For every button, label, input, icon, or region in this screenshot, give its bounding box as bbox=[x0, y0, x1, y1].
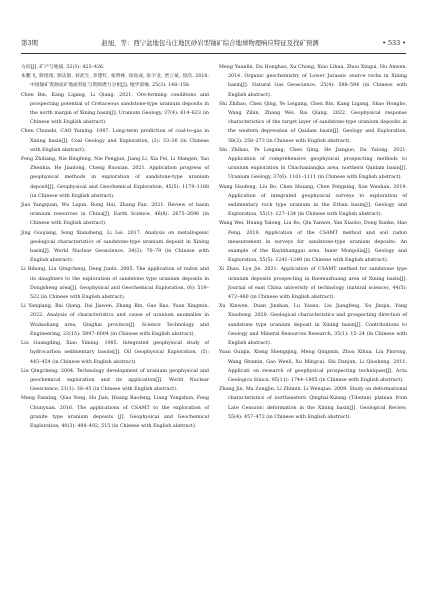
issue-number: 第3期 bbox=[21, 39, 38, 47]
page-number: • 533 • bbox=[382, 39, 406, 47]
running-title: 赵旭，等：西宁盆地包马庄地区砂岩型铀矿综合地球物理响应特征及找矿预测 bbox=[101, 39, 319, 47]
reference-entry: Li Bihong, Liu Qingcheng, Deng Junbi. 2005. The application of radon and its daughters to the exploration of sandstone type uranium deposits in Dongsheng area[J]. Geophysical and Geochemical Exploration, (6): 519–522 (in Chinese with English abstract). bbox=[21, 267, 209, 301]
reference-entry: Jiao Yangquan, Wu Liqun, Rong Hui, Zhang Fan. 2021. Review of basin uranium resources in China[J]. Earth Science, 46(8): 2675–2696 (in Chinese with English abstract). bbox=[21, 203, 209, 227]
reference-entry: Chen Chunshi, CAO Yuming. 1987. Long-term prediction of coal-to-gas in Xining basin[J]. Coal Geology and Exploration, (2): 33–36 (in Chinese with English abstract). bbox=[21, 129, 209, 153]
reference-entry: Feng Zhiliang, Nie Bingfeng, Nie Fengjun, Jiang Li, Xia Fei, Li Mangen, Yao Zhenhia, He Jianlong, Cheng Ruoxian. 2021. Application progress of geophysical methods in exploration of sandstone-type uranium deposit[J]. Geophysical and Geochemical Exploration, 45(5): 1179–1188 (in Chinese with English abstract). bbox=[21, 157, 209, 199]
running-header bbox=[21, 40, 406, 52]
header-rule bbox=[21, 53, 406, 54]
reference-entry: Yuan Guiqin, Xiong Shengqing, Meng Qingmin, Zhou Xihua, Liu Pinrong, Wang Shumin, Gao Wenli, Xu Mingcai, Shi Danjun, Li Qiusheng. 2011. Applicati on research of geophysical prospecting techniques[J]. Acta Geologica Sinica, 85(11): 1744–1805 (in Chinese with English abstract). bbox=[219, 350, 407, 383]
reference-entry: Xu Xinwen, Duan Jinshan, Lu Yaoxu, Liu Jiangfeng, Xu Jinqiu, Yang Xiaohong. 2020. Geological characteristics and prospecting direction of sandstone type uranium deposit in Xining basin[J]. Contributions to Geology and Mineral Resources Research, 35(1): 15–24 (in Chinese with English abstract). bbox=[219, 304, 407, 347]
reference-entry: Wang Haofeng, Liu Bo, Chen Shuang, Chen Fengxing, Xue Wenhan. 2019. Application of integrated geophysical surveys to exploration of sedimentary rock type uranium in the Erlian basin[J]. Geology and Exploration, 55(1): 127–134 (in Chinese with English abstract). bbox=[219, 184, 407, 218]
reference-entry: Xi Zhao, Lyu Jie. 2021. Application of CSAMT method for sandstone type uranium deposits prospecting in Baomuzhuang area of Xining basin[J]. Journal of east China university of technology (natural science), 44(5): 472–480 (in Chinese with English abstract). bbox=[219, 267, 407, 301]
reference-entry: Liu Qingcheng. 2004. Technology development of uranium geophysical and geochemical exploration and its application[J]. World Nuclear Geoscience, 21(1): 38–45 (in Chinese with English abstract). bbox=[21, 368, 209, 393]
reference-entry: 朱鹏飞, 蔡煜琦, 郭庆银, 刘武生, 李建红, 张明林, 徐高成, 张字龙, 贾立斌, 徐浩. 2018. 中国铀矿资源成矿地质特征与资源潜力分析[J]. 地学前缘, 25(3): 148–158. bbox=[21, 74, 209, 89]
reference-entry: Liu Guangding, Xiao Yiming. 1985. Integrated geophysical study of hydrocarbon sedimentary basins[J]. Oil Geophysical Exploration, (5): 445–454 (in Chinese with English abstract). bbox=[21, 341, 209, 365]
reference-entry: 方向[J]. 矿产与地质, 32(3): 423–426. bbox=[21, 65, 105, 70]
reference-entry: Shi Zhihao, Ye Leigang, Chen Qing, He Jianguo, Du Yalong. 2021. Application of comprehensive geophysical prospecting methods to uranium exploration in Chachaxiangka area, northern Qaidam basin[J]. Uranium Geology, 37(6): 1101–1111 (in Chinese with English abstract). bbox=[219, 147, 407, 181]
reference-entry: Meng Yuanlin, Du Honghao, Xu Chong, Xiao Lihua, Zhou Xingui, Hu Anwen. 2014. Organic geochemistry of Lower Jurassic source rocks in Xining basin[J]. Natural Gas Geoscience, 25(4): 588–594 (in Chinese with English abstract). bbox=[219, 65, 407, 98]
reference-entry: Li Yanqiang, Bai Qiang, Dai Jiawen, Zhang Bin, Guo Bao, Yuan Xingmin. 2022. Analysis of characteristics and cause of uranium anomalies in Wudaoliang area, Qinghai province[J]. Science Technology and Engineering, 22(15): 5997–6004 (in Chinese with English abstract). bbox=[21, 304, 209, 337]
reference-entry: Wang Wei, Huang Yalong, Liu Bo, Qin Yanwei, Yan Xiaobo, Dong Xunke, Hao Peng. 2019. Application of the CSAMT method and soil radon measurement in surveys for sandstone-type uranium deposits: An example of the Bayinhanggai area, Inner Mongolia[J]. Geology and Exploration, 55(5): 1241–1249 (in Chinese with English abstract). bbox=[219, 221, 407, 264]
right-reference-column bbox=[219, 63, 407, 422]
reference-entry: Zhang Jin, Ma Zongjin, Li Zhimin, Li Wenqiao. 2009. Study on deformational characteristics of northeastern Qinghai-Xizang (Tibetan) plateau from Late Cenozoic deformation in the Xining basin[J]. Geological Review, 55(4): 457–472 (in Chinese with English abstract). bbox=[219, 387, 407, 420]
reference-entry: Jing Guojiang, Song Xiansheng, Li Lei. 2017. Analysis on metallogenic geological characteristics of sandstone-type uranium deposit in Xining basin[J]. World Nuclear Geoscience, 34(2): 70–79 (in Chinese with English abstract). bbox=[21, 230, 209, 264]
left-reference-column bbox=[21, 63, 209, 431]
reference-entry: Meng Fanxing, Qiao Yong, Hu Jian, Huang Baofeng, Liang Yongshun, Feng Chunyuan. 2016. The applications of CSAMT to the exploration of granite type uranium deposits [J]. Geophysical and Geochemical Exploration, 40(3): 488–492, 515 (in Chinese with English abstract). bbox=[21, 396, 209, 429]
reference-entry: Chen Bin, Kang Ligang, Li Qiang. 2021. Ore-forming conditions and prospecting potential of Cretaceous sandstone-type uranium deposits in the north margin of Xining basin[J]. Uranium Geology, 37(4): 614–623 (in Chinese with English abstract). bbox=[21, 92, 209, 126]
reference-entry: Shi Zhihao, Chen Qing, Ye Leigang, Chen Bin, Kang Ligang, Shao Hongbo, Wang Zibin, Zhang Wei, Bai Qiang. 2022. Geophysical response characteristics of the target layer of sandstone-type uranium deposits in the western depression of Qaidam basin[J]. Geology and Exploration, 58(2): 258–273 (in Chinese with English abstract). bbox=[219, 101, 407, 144]
